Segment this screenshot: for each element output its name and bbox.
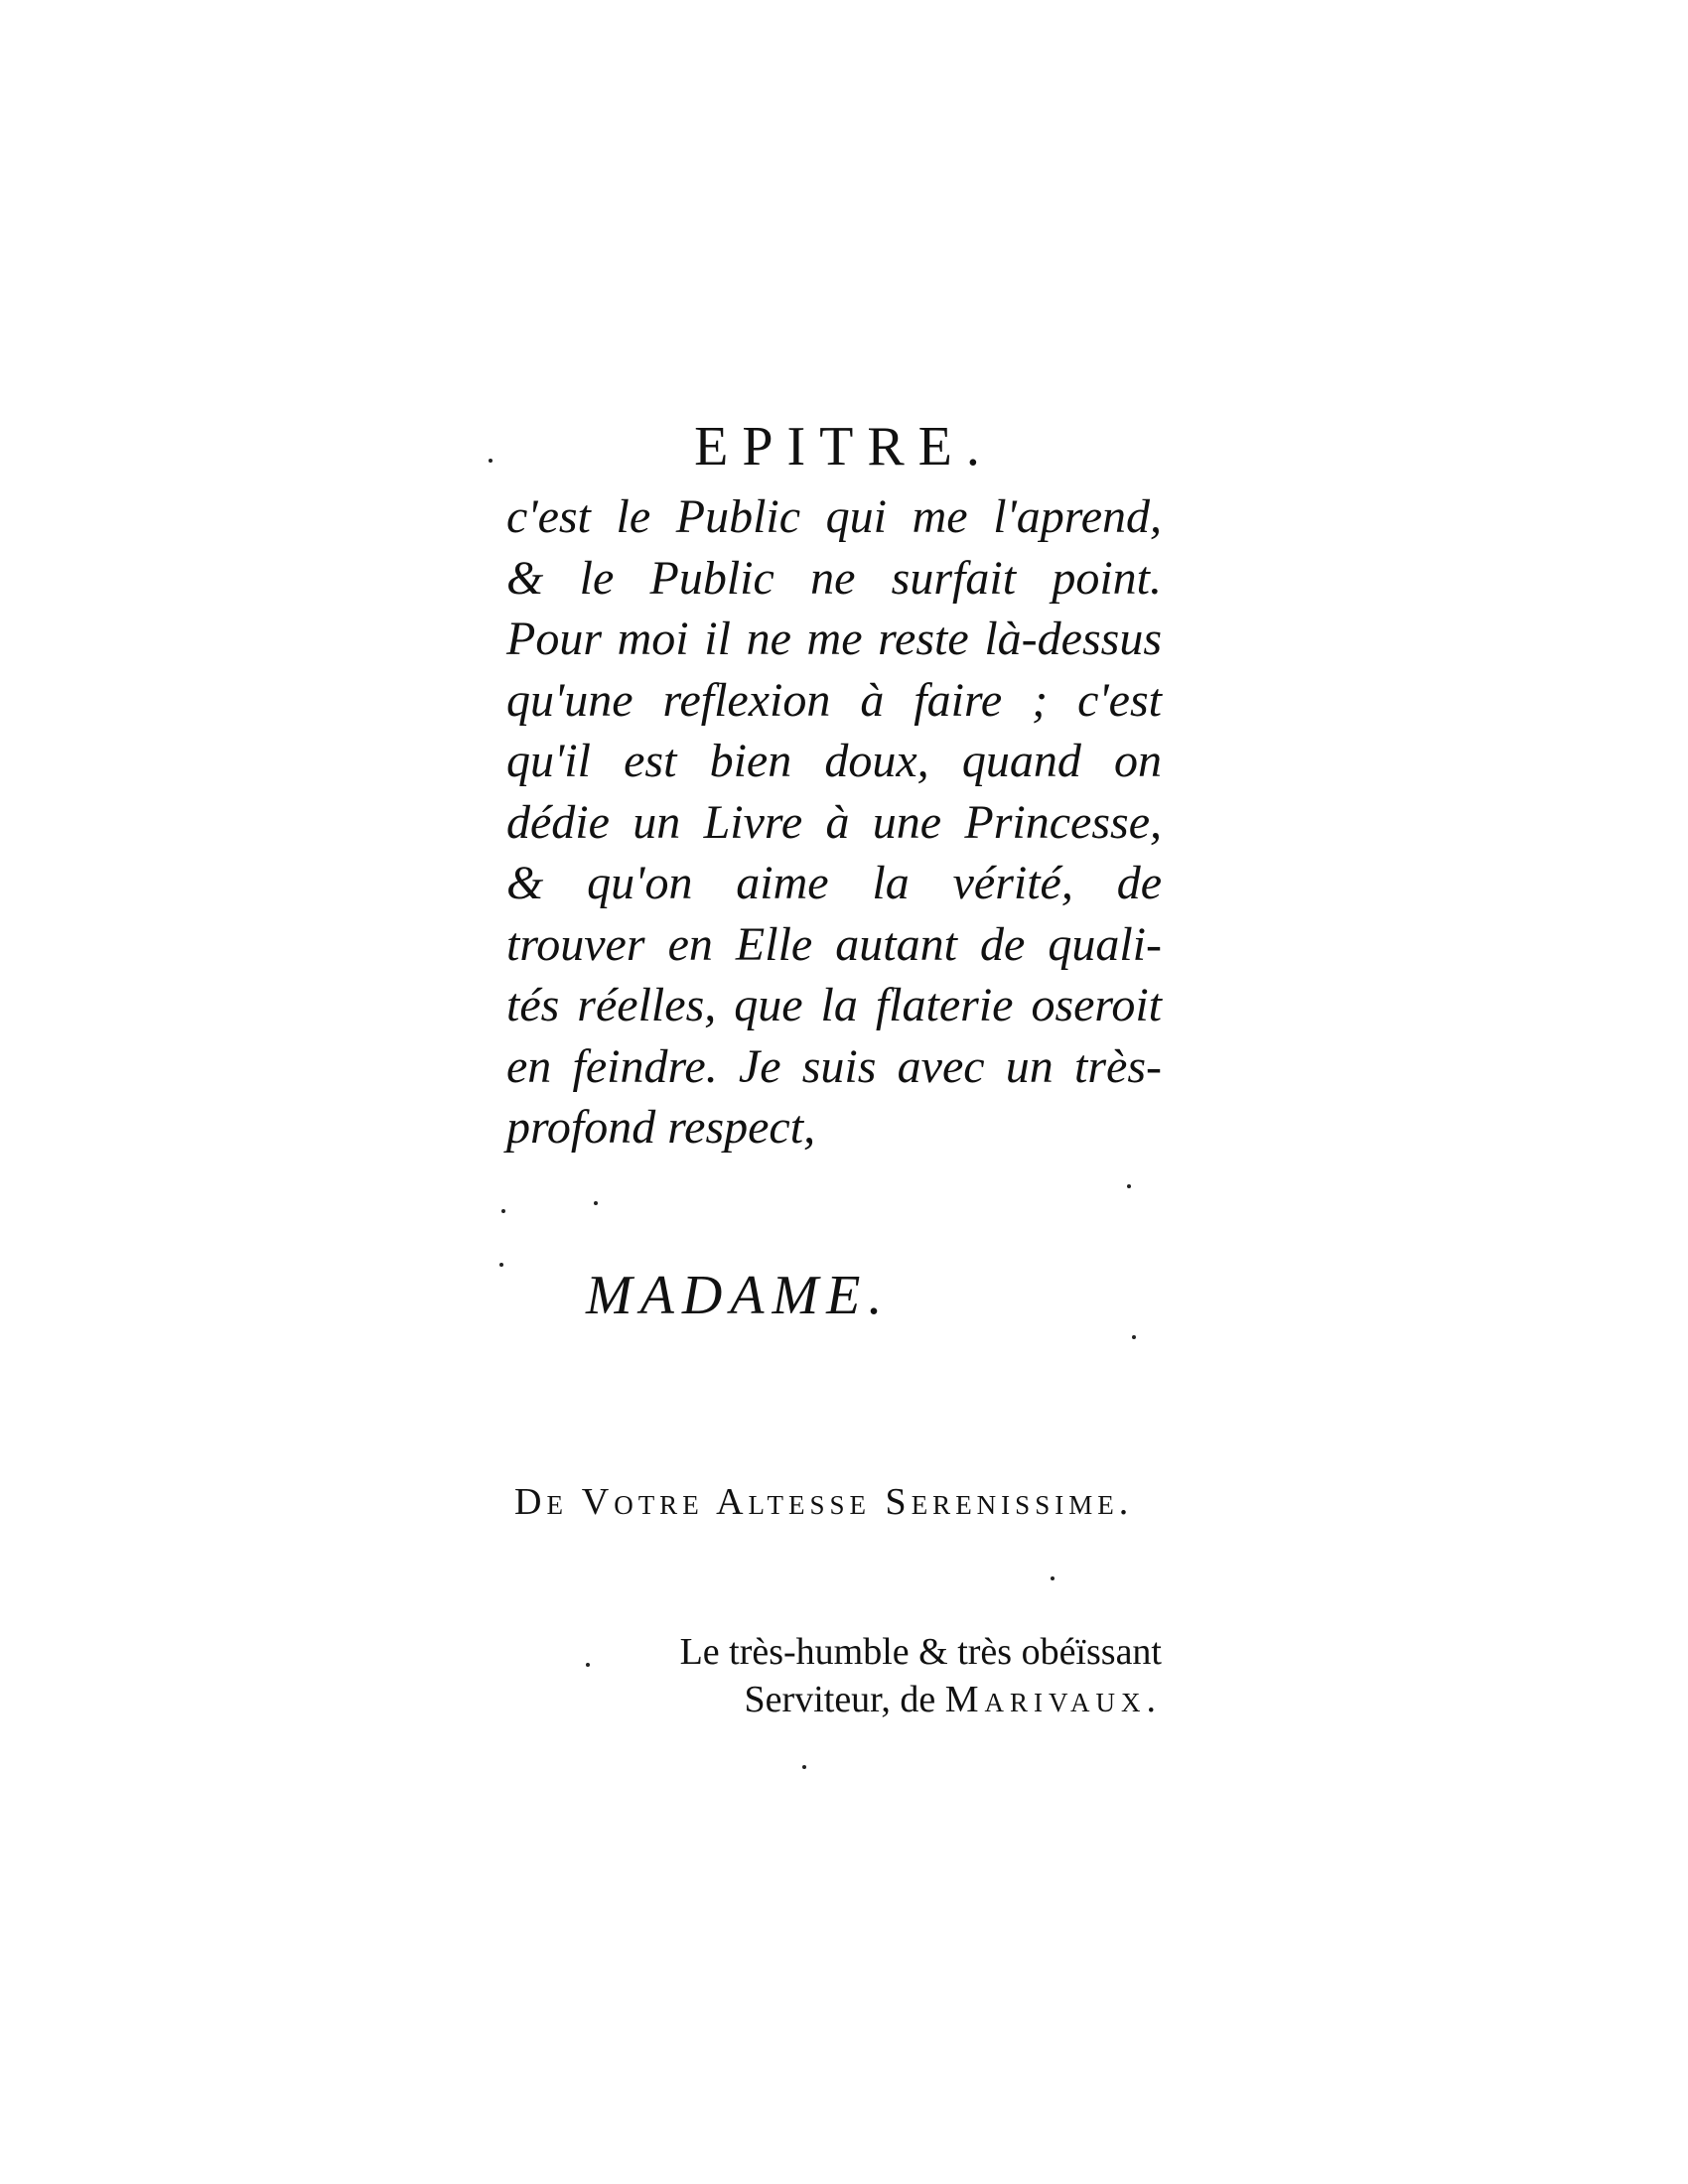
print-speck — [1132, 1335, 1136, 1339]
running-head: EPITRE. — [694, 416, 994, 478]
print-speck — [586, 1663, 590, 1667]
text-line: & qu'on aime la vérité, de — [506, 857, 1162, 909]
print-speck — [802, 1765, 806, 1769]
text-line: Pour moi il ne me reste là-dessus — [506, 613, 1162, 665]
text-line: profond respect, — [506, 1101, 816, 1154]
text-line: dédie un Livre à une Princesse, — [506, 795, 1162, 849]
print-speck — [501, 1209, 505, 1213]
signature-line-1: Le très-humble & très obéïssant — [679, 1631, 1162, 1673]
text-line: en feindre. Je suis avec un très- — [506, 1039, 1162, 1093]
signature-block — [556, 1628, 1162, 1723]
text-line: qu'il est bien doux, quand on — [506, 735, 1162, 787]
text-line: c'est le Public qui me l'aprend, — [506, 490, 1162, 543]
author-name: Marivaux. — [944, 1679, 1162, 1720]
print-speck — [499, 1263, 503, 1267]
print-speck — [1051, 1576, 1055, 1580]
print-speck — [594, 1201, 598, 1205]
print-speck — [489, 459, 492, 463]
text-line: tés réelles, que la flaterie oseroit — [506, 979, 1162, 1031]
signature-line-2 — [556, 1676, 1162, 1723]
signature-prefix: Serviteur, de — [744, 1679, 945, 1720]
body-text — [506, 486, 1162, 1159]
salutation: MADAME. — [586, 1265, 891, 1326]
text-line: qu'une reflexion à faire ; c'est — [506, 673, 1162, 727]
print-speck — [1127, 1184, 1131, 1188]
text-line: trouver en Elle autant de quali- — [506, 917, 1162, 971]
subscript-line: De Votre Altesse Serenissime. — [514, 1481, 1134, 1523]
text-line: & le Public ne surfait point. — [506, 551, 1162, 605]
